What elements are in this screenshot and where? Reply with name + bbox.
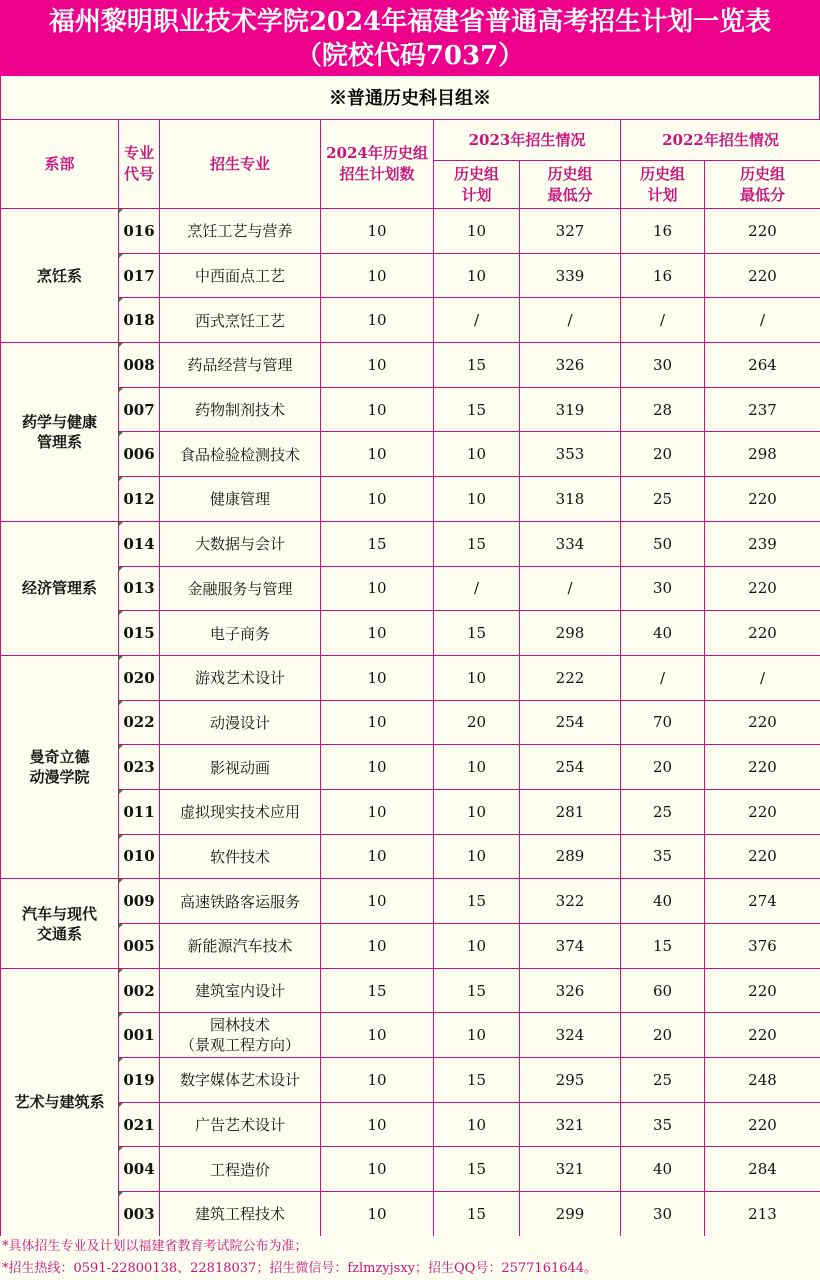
plan-2024: 10 (321, 611, 434, 656)
plan-2024: 10 (321, 745, 434, 790)
min-score-2022: 220 (705, 1102, 820, 1147)
major-name: 高速铁路客运服务 (160, 879, 321, 924)
table-row (1, 1102, 820, 1147)
dept-cell: 艺术与建筑系 (1, 968, 119, 1236)
header-2023: 2023年招生情况 (434, 120, 621, 161)
major-name: 健康管理 (160, 477, 321, 522)
min-score-2022: 274 (705, 879, 820, 924)
min-score-2022: 220 (705, 834, 820, 879)
table-row (1, 655, 820, 700)
major-code: 021 (119, 1102, 160, 1147)
min-score-2023: / (520, 298, 621, 343)
min-score-2022: 220 (705, 253, 820, 298)
major-name: 金融服务与管理 (160, 566, 321, 611)
major-code: 007 (119, 387, 160, 432)
plan-2022: 50 (621, 521, 705, 566)
plan-2022: 40 (621, 1147, 705, 1192)
table-row (1, 968, 820, 1013)
min-score-2023: 289 (520, 834, 621, 879)
table-row (1, 432, 820, 477)
plan-2024: 10 (321, 1058, 434, 1103)
table-row (1, 1013, 820, 1058)
header-2023-score: 历史组 最低分 (520, 161, 621, 209)
title-banner (0, 0, 820, 76)
major-code: 020 (119, 655, 160, 700)
plan-2022: 35 (621, 1102, 705, 1147)
min-score-2023: / (520, 566, 621, 611)
major-name: 工程造价 (160, 1147, 321, 1192)
plan-2023: 10 (434, 834, 520, 879)
plan-2023: 15 (434, 387, 520, 432)
major-code: 004 (119, 1147, 160, 1192)
plan-2023: 10 (434, 1102, 520, 1147)
major-name: 建筑工程技术 (160, 1192, 321, 1237)
table-row (1, 745, 820, 790)
header-2023-plan: 历史组 计划 (434, 161, 520, 209)
min-score-2023: 222 (520, 655, 621, 700)
table-row (1, 387, 820, 432)
major-code: 005 (119, 924, 160, 969)
major-name: 药品经营与管理 (160, 343, 321, 388)
header-2022-score: 历史组 最低分 (705, 161, 820, 209)
plan-2022: 25 (621, 789, 705, 834)
min-score-2022: 248 (705, 1058, 820, 1103)
min-score-2022: / (705, 655, 820, 700)
major-name: 数字媒体艺术设计 (160, 1058, 321, 1103)
plan-2023: 10 (434, 477, 520, 522)
major-code: 022 (119, 700, 160, 745)
table-row (1, 477, 820, 522)
plan-2022: 28 (621, 387, 705, 432)
table-row (1, 253, 820, 298)
plan-2023: 15 (434, 1147, 520, 1192)
plan-2022: 20 (621, 432, 705, 477)
header-2022: 2022年招生情况 (621, 120, 820, 161)
plan-2024: 10 (321, 879, 434, 924)
major-code: 008 (119, 343, 160, 388)
table-row (1, 298, 820, 343)
plan-2024: 10 (321, 477, 434, 522)
plan-2022: 20 (621, 745, 705, 790)
min-score-2022: 220 (705, 477, 820, 522)
plan-2022: 25 (621, 1058, 705, 1103)
enrollment-table (0, 119, 820, 1237)
major-code: 019 (119, 1058, 160, 1103)
plan-2023: 10 (434, 253, 520, 298)
major-code: 001 (119, 1013, 160, 1058)
page-title: 福州黎明职业技术学院2024年福建省普通高考招生计划一览表 (48, 7, 772, 37)
dept-cell: 经济管理系 (1, 521, 119, 655)
plan-2022: 60 (621, 968, 705, 1013)
plan-2024: 10 (321, 789, 434, 834)
major-name: 广告艺术设计 (160, 1102, 321, 1147)
min-score-2022: 220 (705, 745, 820, 790)
plan-2023: 15 (434, 879, 520, 924)
plan-2024: 10 (321, 834, 434, 879)
min-score-2023: 319 (520, 387, 621, 432)
plan-2024: 10 (321, 1013, 434, 1058)
plan-2023: 15 (434, 1058, 520, 1103)
plan-2022: 40 (621, 879, 705, 924)
major-code: 023 (119, 745, 160, 790)
plan-2024: 15 (321, 521, 434, 566)
table-row (1, 1058, 820, 1103)
plan-2022: / (621, 655, 705, 700)
plan-2022: 16 (621, 253, 705, 298)
min-score-2023: 298 (520, 611, 621, 656)
min-score-2022: 220 (705, 1013, 820, 1058)
plan-2022: 30 (621, 343, 705, 388)
min-score-2022: 264 (705, 343, 820, 388)
footer-note: *具体招生专业及计划以福建省教育考试院公布为准； (2, 1239, 308, 1254)
major-name: 大数据与会计 (160, 521, 321, 566)
major-name: 虚拟现实技术应用 (160, 789, 321, 834)
plan-2024: 10 (321, 343, 434, 388)
table-row (1, 1147, 820, 1192)
major-name: 动漫设计 (160, 700, 321, 745)
table-row (1, 1192, 820, 1237)
plan-2023: 15 (434, 1192, 520, 1237)
plan-2024: 15 (321, 968, 434, 1013)
plan-2022: 40 (621, 611, 705, 656)
major-code: 018 (119, 298, 160, 343)
major-name: 药物制剂技术 (160, 387, 321, 432)
major-code: 010 (119, 834, 160, 879)
table-row (1, 879, 820, 924)
min-score-2023: 339 (520, 253, 621, 298)
min-score-2022: 220 (705, 968, 820, 1013)
min-score-2023: 324 (520, 1013, 621, 1058)
min-score-2023: 326 (520, 343, 621, 388)
table-row (1, 834, 820, 879)
table-row (1, 789, 820, 834)
major-name: 烹饪工艺与营养 (160, 209, 321, 254)
plan-2024: 10 (321, 700, 434, 745)
min-score-2023: 295 (520, 1058, 621, 1103)
plan-2022: 16 (621, 209, 705, 254)
plan-2024: 10 (321, 298, 434, 343)
min-score-2023: 321 (520, 1102, 621, 1147)
plan-2022: 30 (621, 566, 705, 611)
dept-cell: 汽车与现代 交通系 (1, 879, 119, 968)
plan-2023: 15 (434, 611, 520, 656)
plan-2024: 10 (321, 566, 434, 611)
min-score-2023: 326 (520, 968, 621, 1013)
page-subtitle-code: （院校代码7037） (295, 41, 525, 71)
major-code: 009 (119, 879, 160, 924)
plan-2022: 35 (621, 834, 705, 879)
table-row (1, 700, 820, 745)
plan-2022: / (621, 298, 705, 343)
plan-2023: 10 (434, 789, 520, 834)
major-name: 影视动画 (160, 745, 321, 790)
min-score-2023: 254 (520, 700, 621, 745)
min-score-2023: 299 (520, 1192, 621, 1237)
min-score-2023: 334 (520, 521, 621, 566)
major-name: 软件技术 (160, 834, 321, 879)
major-code: 003 (119, 1192, 160, 1237)
plan-2023: 10 (434, 209, 520, 254)
footer-notes (0, 1236, 820, 1280)
min-score-2022: 298 (705, 432, 820, 477)
min-score-2023: 318 (520, 477, 621, 522)
min-score-2023: 322 (520, 879, 621, 924)
min-score-2022: 237 (705, 387, 820, 432)
plan-2023: 15 (434, 968, 520, 1013)
table-row (1, 343, 820, 388)
plan-2024: 10 (321, 387, 434, 432)
major-name: 西式烹饪工艺 (160, 298, 321, 343)
min-score-2022: 239 (705, 521, 820, 566)
major-code: 006 (119, 432, 160, 477)
major-code: 012 (119, 477, 160, 522)
min-score-2022: 213 (705, 1192, 820, 1237)
plan-2024: 10 (321, 655, 434, 700)
min-score-2023: 321 (520, 1147, 621, 1192)
major-name: 电子商务 (160, 611, 321, 656)
plan-2022: 30 (621, 1192, 705, 1237)
major-name: 园林技术 （景观工程方向） (160, 1013, 321, 1058)
plan-2024: 10 (321, 1192, 434, 1237)
min-score-2022: 220 (705, 700, 820, 745)
plan-2023: 15 (434, 343, 520, 388)
plan-2023: / (434, 298, 520, 343)
plan-2023: / (434, 566, 520, 611)
header-code: 专业 代号 (119, 120, 160, 209)
plan-2024: 10 (321, 432, 434, 477)
min-score-2022: 376 (705, 924, 820, 969)
table-row (1, 611, 820, 656)
plan-2024: 10 (321, 1102, 434, 1147)
major-code: 014 (119, 521, 160, 566)
header-2022-plan: 历史组 计划 (621, 161, 705, 209)
min-score-2023: 281 (520, 789, 621, 834)
major-name: 新能源汽车技术 (160, 924, 321, 969)
table-row (1, 521, 820, 566)
major-name: 食品检验检测技术 (160, 432, 321, 477)
header-plan-2024: 2024年历史组 招生计划数 (321, 120, 434, 209)
dept-cell: 烹饪系 (1, 209, 119, 343)
major-code: 016 (119, 209, 160, 254)
major-name: 游戏艺术设计 (160, 655, 321, 700)
min-score-2022: 220 (705, 789, 820, 834)
plan-2024: 10 (321, 209, 434, 254)
plan-2023: 10 (434, 924, 520, 969)
dept-cell: 药学与健康 管理系 (1, 343, 119, 522)
footer-contact: *招生热线：0591-22800138、22818037；招生微信号：fzlmzyjsxy；招生QQ号：2577161644。 (2, 1261, 598, 1276)
plan-2022: 15 (621, 924, 705, 969)
header-major: 招生专业 (160, 120, 321, 209)
major-code: 013 (119, 566, 160, 611)
plan-2023: 10 (434, 432, 520, 477)
major-name: 建筑室内设计 (160, 968, 321, 1013)
major-name: 中西面点工艺 (160, 253, 321, 298)
header-dept: 系部 (1, 120, 119, 209)
min-score-2023: 254 (520, 745, 621, 790)
major-code: 015 (119, 611, 160, 656)
min-score-2022: 220 (705, 566, 820, 611)
min-score-2022: 220 (705, 611, 820, 656)
major-code: 017 (119, 253, 160, 298)
major-code: 011 (119, 789, 160, 834)
dept-cell: 曼奇立德 动漫学院 (1, 655, 119, 878)
plan-2023: 20 (434, 700, 520, 745)
plan-2024: 10 (321, 253, 434, 298)
plan-2022: 20 (621, 1013, 705, 1058)
min-score-2022: / (705, 298, 820, 343)
major-code: 002 (119, 968, 160, 1013)
plan-2023: 10 (434, 1013, 520, 1058)
plan-2022: 70 (621, 700, 705, 745)
min-score-2023: 327 (520, 209, 621, 254)
table-body (1, 209, 820, 1237)
min-score-2022: 220 (705, 209, 820, 254)
table-row (1, 566, 820, 611)
plan-2023: 10 (434, 655, 520, 700)
plan-2024: 10 (321, 924, 434, 969)
section-title: ※普通历史科目组※ (0, 76, 820, 119)
plan-2022: 25 (621, 477, 705, 522)
plan-2023: 15 (434, 521, 520, 566)
table-row (1, 209, 820, 254)
min-score-2023: 374 (520, 924, 621, 969)
min-score-2023: 353 (520, 432, 621, 477)
plan-2024: 10 (321, 1147, 434, 1192)
table-row (1, 924, 820, 969)
plan-2023: 10 (434, 745, 520, 790)
min-score-2022: 284 (705, 1147, 820, 1192)
